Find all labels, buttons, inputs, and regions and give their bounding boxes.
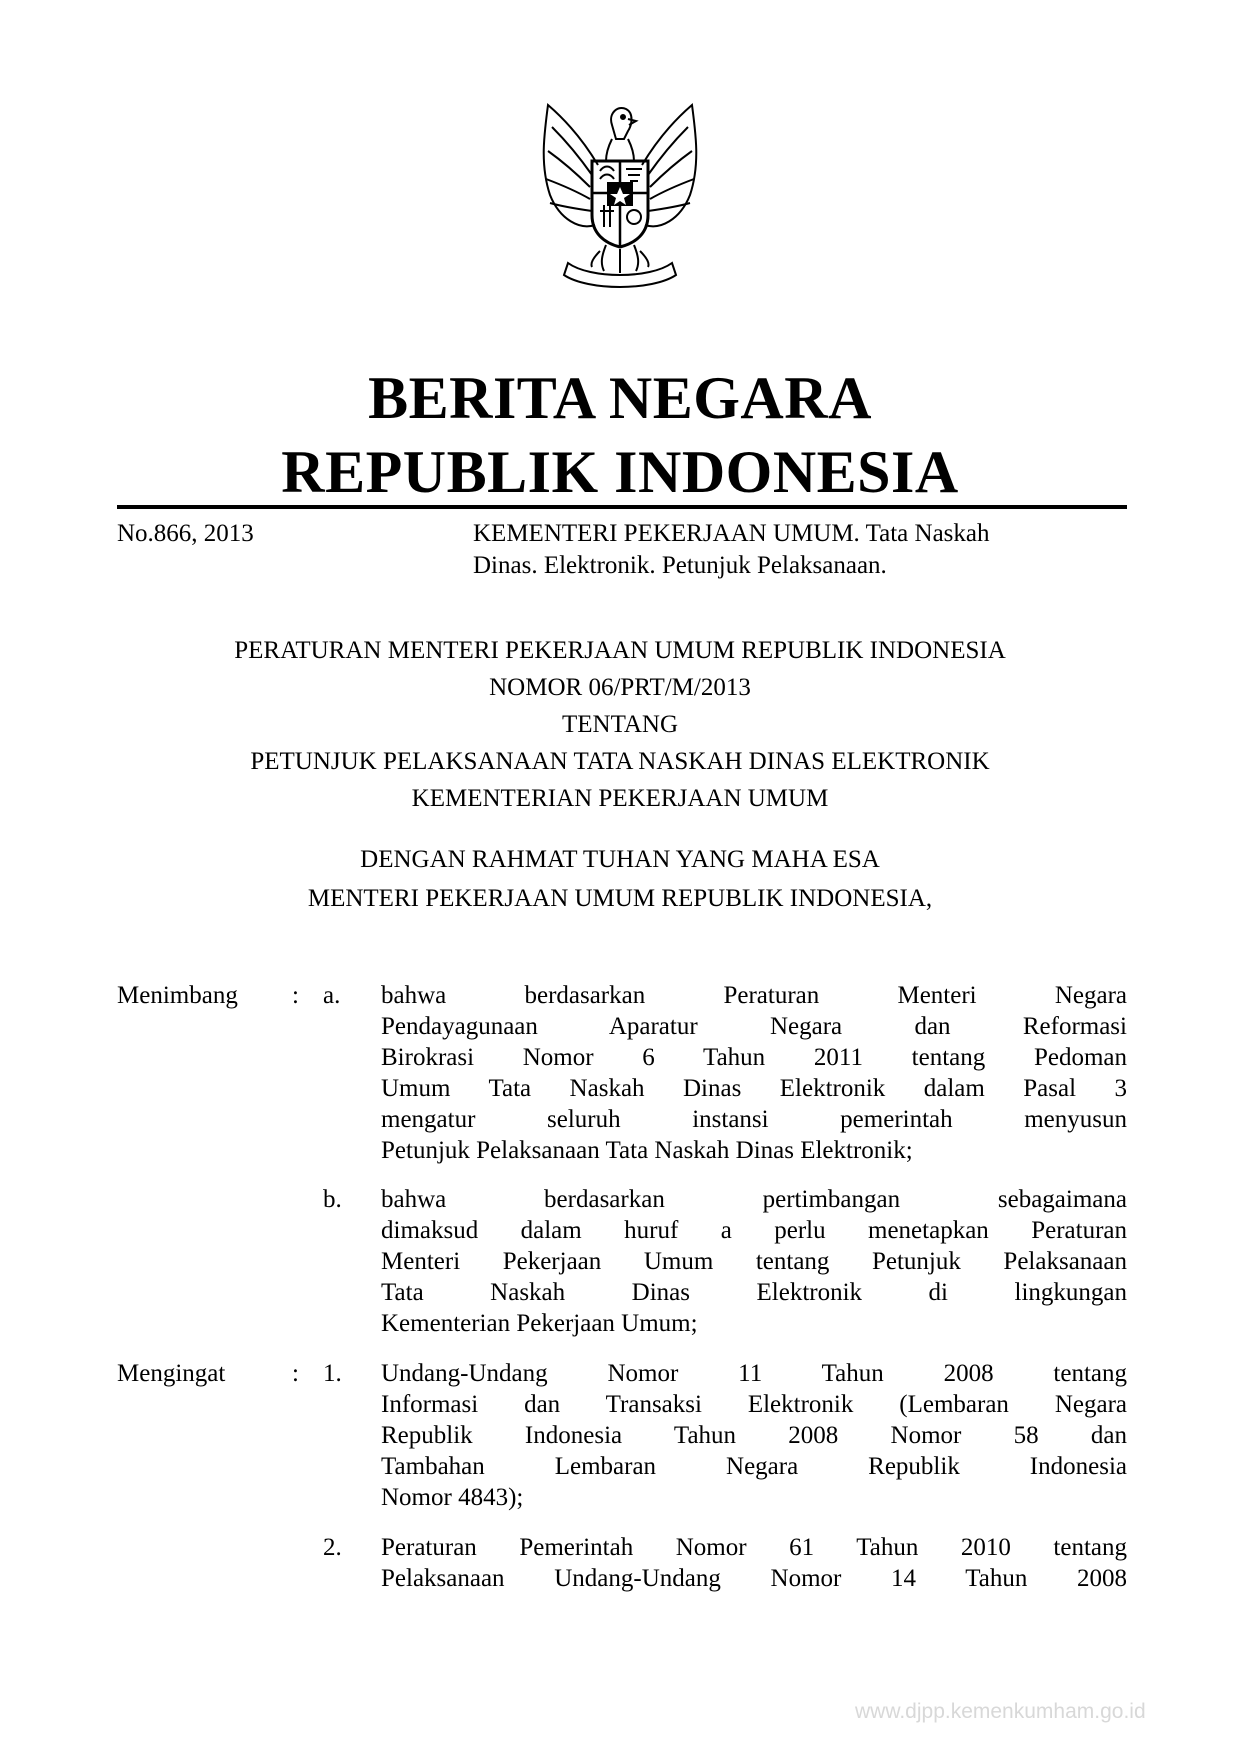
menimbang-label: Menimbang — [117, 982, 238, 1009]
title-line: PETUNJUK PELAKSANAAN TATA NASKAH DINAS ELEKTRONIK — [250, 748, 990, 775]
item-line: Birokrasi Nomor 6 Tahun 2011 tentang Pedoman — [381, 1044, 1127, 1071]
regulation-title — [0, 632, 1240, 817]
watermark-url: www.djpp.kemenkumham.go.id — [855, 1700, 1146, 1723]
preamble-line: DENGAN RAHMAT TUHAN YANG MAHA ESA — [360, 846, 880, 873]
item-line: Kementerian Pekerjaan Umum; — [381, 1310, 698, 1337]
subject-line: KEMENTERI PEKERJAAN UMUM. Tata Naskah — [473, 520, 990, 547]
item-line: Umum Tata Naskah Dinas Elektronik dalam Pasal 3 — [381, 1075, 1127, 1102]
item-line: Menteri Pekerjaan Umum tentang Petunjuk Pelaksanaan — [381, 1248, 1127, 1275]
item-line: Petunjuk Pelaksanaan Tata Naskah Dinas Elektronik; — [381, 1137, 913, 1164]
item-marker: b. — [323, 1186, 342, 1213]
title-line: NOMOR 06/PRT/M/2013 — [489, 674, 751, 701]
masthead-subtitle: REPUBLIK INDONESIA — [281, 439, 959, 505]
menimbang-colon: : — [292, 982, 299, 1009]
subject-line: Dinas. Elektronik. Petunjuk Pelaksanaan. — [473, 552, 887, 579]
item-marker: a. — [323, 982, 341, 1009]
item-line: dimaksud dalam huruf a perlu menetapkan Peraturan — [381, 1217, 1127, 1244]
item-line: bahwa berdasarkan pertimbangan sebagaimana — [381, 1186, 1127, 1213]
title-line: TENTANG — [561, 711, 679, 738]
item-marker: 2. — [323, 1534, 342, 1561]
mengingat-item-2 — [381, 1532, 1127, 1594]
item-line: Tata Naskah Dinas Elektronik di lingkungan — [381, 1279, 1127, 1306]
item-line: mengatur seluruh instansi pemerintah menyusun — [381, 1106, 1127, 1133]
menimbang-item-b — [381, 1184, 1127, 1339]
masthead-title: BERITA NEGARA — [368, 365, 872, 431]
mengingat-item-1 — [381, 1358, 1127, 1513]
title-line: KEMENTERIAN PEKERJAAN UMUM — [411, 785, 829, 812]
mengingat-label: Mengingat — [117, 1360, 226, 1387]
mengingat-colon: : — [292, 1360, 299, 1387]
item-line: Pendayagunaan Aparatur Negara dan Reformasi — [381, 1013, 1127, 1040]
item-line: Nomor 4843); — [381, 1484, 524, 1511]
item-line: Republik Indonesia Tahun 2008 Nomor 58 dan — [381, 1422, 1127, 1449]
item-marker: 1. — [323, 1360, 342, 1387]
item-line: Peraturan Pemerintah Nomor 61 Tahun 2010 tentang — [381, 1534, 1127, 1561]
preamble — [0, 841, 1240, 917]
preamble-line: MENTERI PEKERJAAN UMUM REPUBLIK INDONESIA, — [307, 885, 933, 912]
item-line: Undang-Undang Nomor 11 Tahun 2008 tentang — [381, 1360, 1127, 1387]
title-line: PERATURAN MENTERI PEKERJAAN UMUM REPUBLIK INDONESIA — [234, 637, 1006, 664]
garuda-emblem-icon — [520, 95, 720, 295]
gazette-number: No.866, 2013 — [117, 520, 254, 547]
item-line: Informasi dan Transaksi Elektronik (Lembaran Negara — [381, 1391, 1127, 1418]
item-line: Pelaksanaan Undang-Undang Nomor 14 Tahun 2008 — [381, 1565, 1127, 1592]
item-line: bahwa berdasarkan Peraturan Menteri Negara — [381, 982, 1127, 1009]
gazette-subject — [473, 518, 1127, 582]
item-line: Tambahan Lembaran Negara Republik Indonesia — [381, 1453, 1127, 1480]
menimbang-item-a — [381, 980, 1127, 1166]
masthead-rule — [117, 505, 1127, 509]
